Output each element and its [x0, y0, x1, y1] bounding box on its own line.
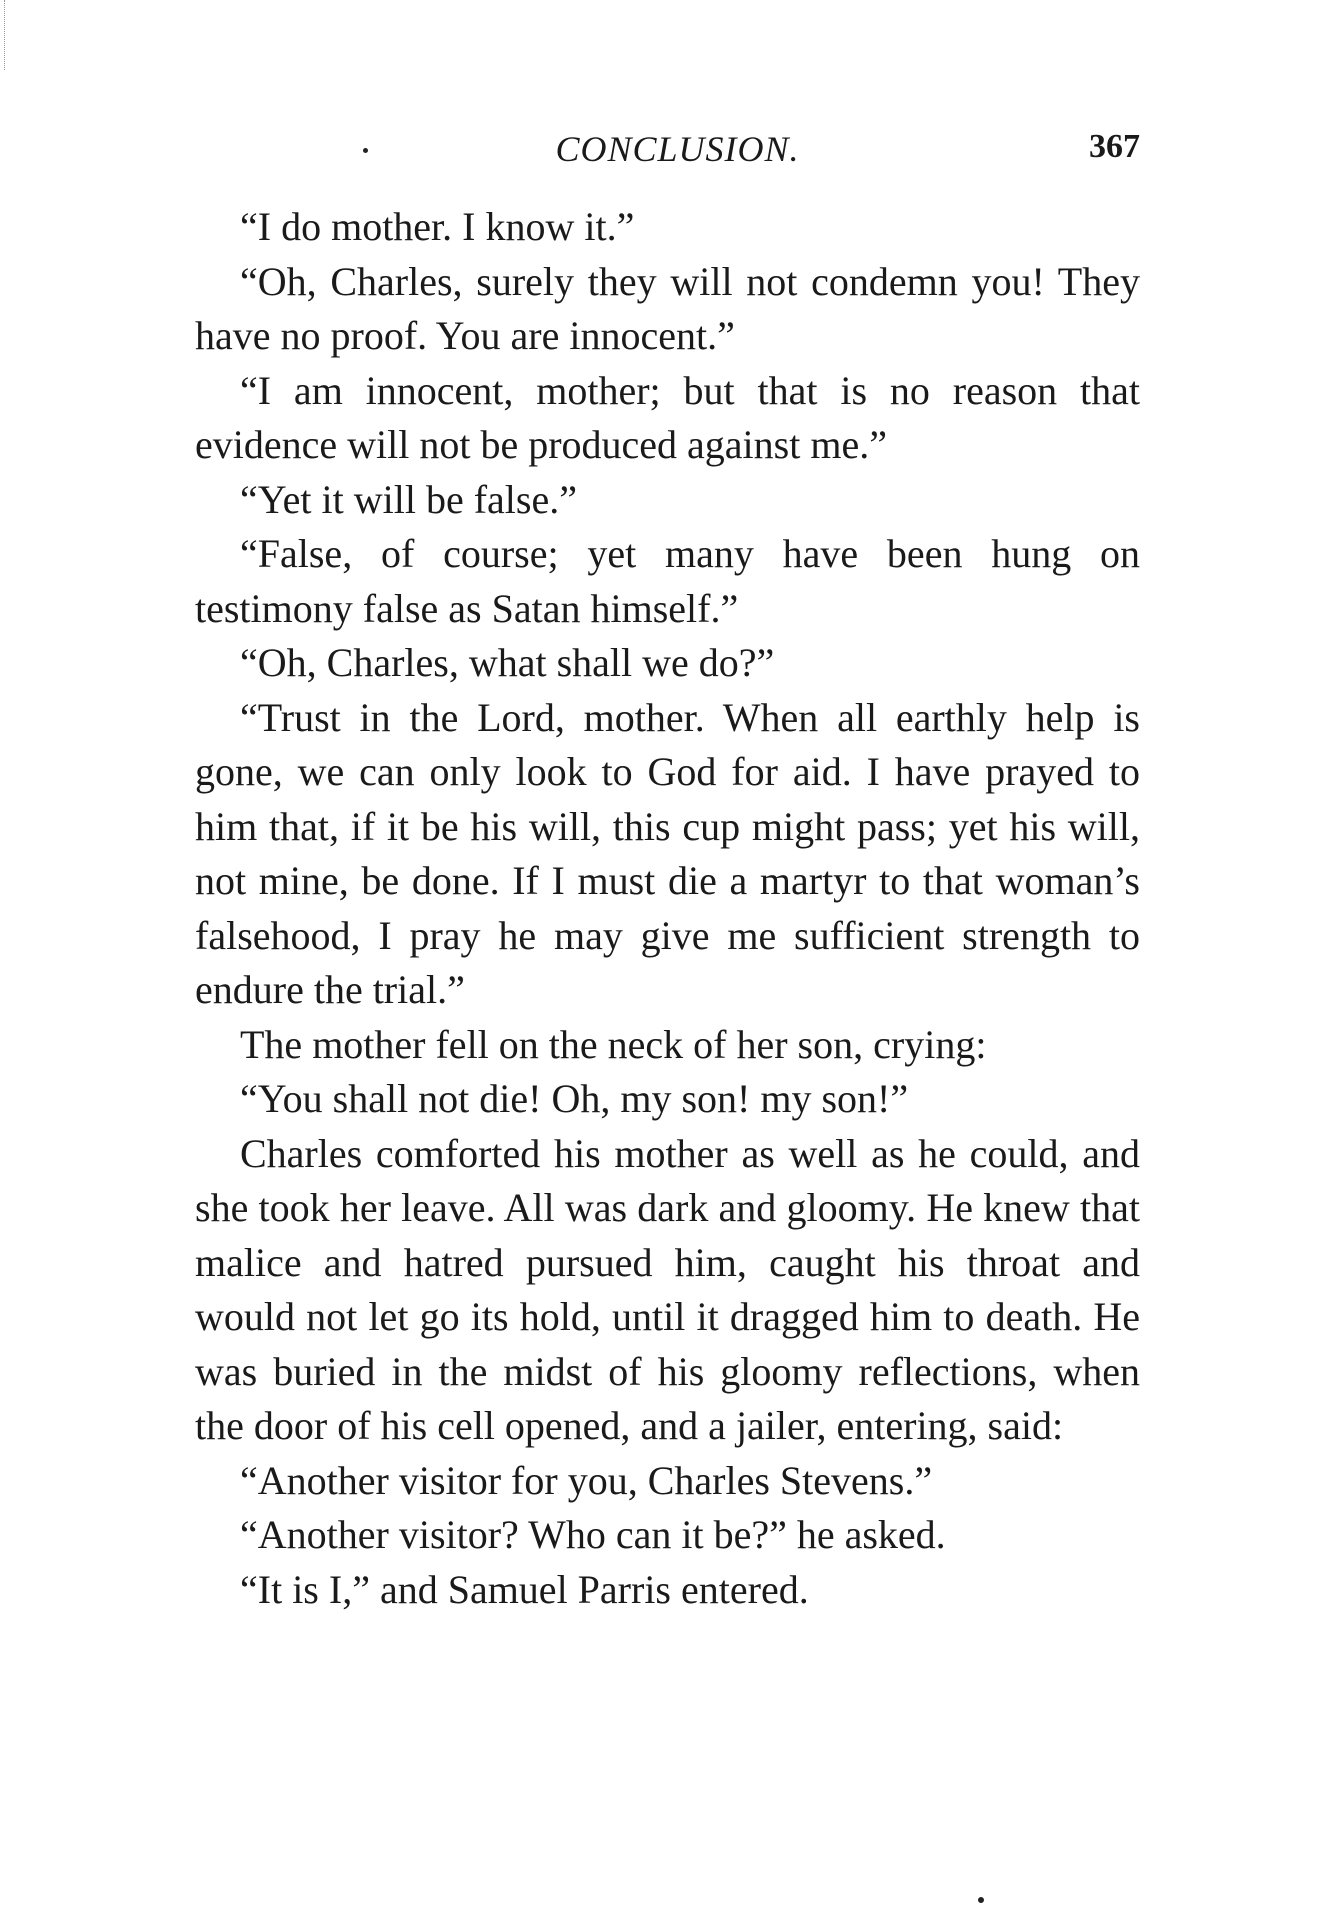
paragraph-13: “It is I,” and Samuel Parris entered. [240, 1566, 809, 1612]
chapter-title: CONCLUSION. [555, 129, 800, 169]
running-head [195, 128, 1140, 172]
paragraph-1: “I do mother. I know it.” [240, 204, 635, 249]
paragraph-12: “Another visitor? Who can it be?” he asked. [240, 1512, 946, 1557]
page-number: 367 [1089, 128, 1140, 165]
paragraph-10: Charles comforted his mother as well as he could, and she took her leave. All was dark and gloomy. He knew that malice and hatred pursued him, caught his throat and would not let go its hold, until it dragged him to death. He was buried in the midst of his gloomy reflections, when the door of his cell opened, and a jailer, entering, said: [195, 1130, 1140, 1448]
paragraph-8: The mother fell on the neck of her son, crying: [240, 1021, 987, 1067]
paragraph-2: “Oh, Charles, surely they will not condemn you! They have no proof. You are innocent.” [195, 258, 1140, 358]
page-edge-marks [4, 0, 8, 70]
paragraph-7: “Trust in the Lord, mother. When all earthly help is gone, we can only look to God for aid. I have prayed to him that, if it be his will, this cup might pass; yet his will, not mine, be done. If I must die a martyr to that woman’s falsehood, I pray he may give me sufficient strength to endure the trial.” [195, 694, 1140, 1012]
body-text [195, 200, 1140, 1617]
print-speck [978, 1897, 984, 1903]
paragraph-6: “Oh, Charles, what shall we do?” [240, 640, 775, 685]
paragraph-9: “You shall not die! Oh, my son! my son!” [240, 1076, 909, 1121]
paragraph-11: “Another visitor for you, Charles Stevens.” [240, 1457, 933, 1503]
paragraph-3: “I am innocent, mother; but that is no reason that evidence will not be produced against me.” [195, 367, 1140, 467]
paragraph-5: “False, of course; yet many have been hung on testimony false as Satan himself.” [195, 531, 1140, 631]
paragraph-4: “Yet it will be false.” [240, 476, 577, 522]
